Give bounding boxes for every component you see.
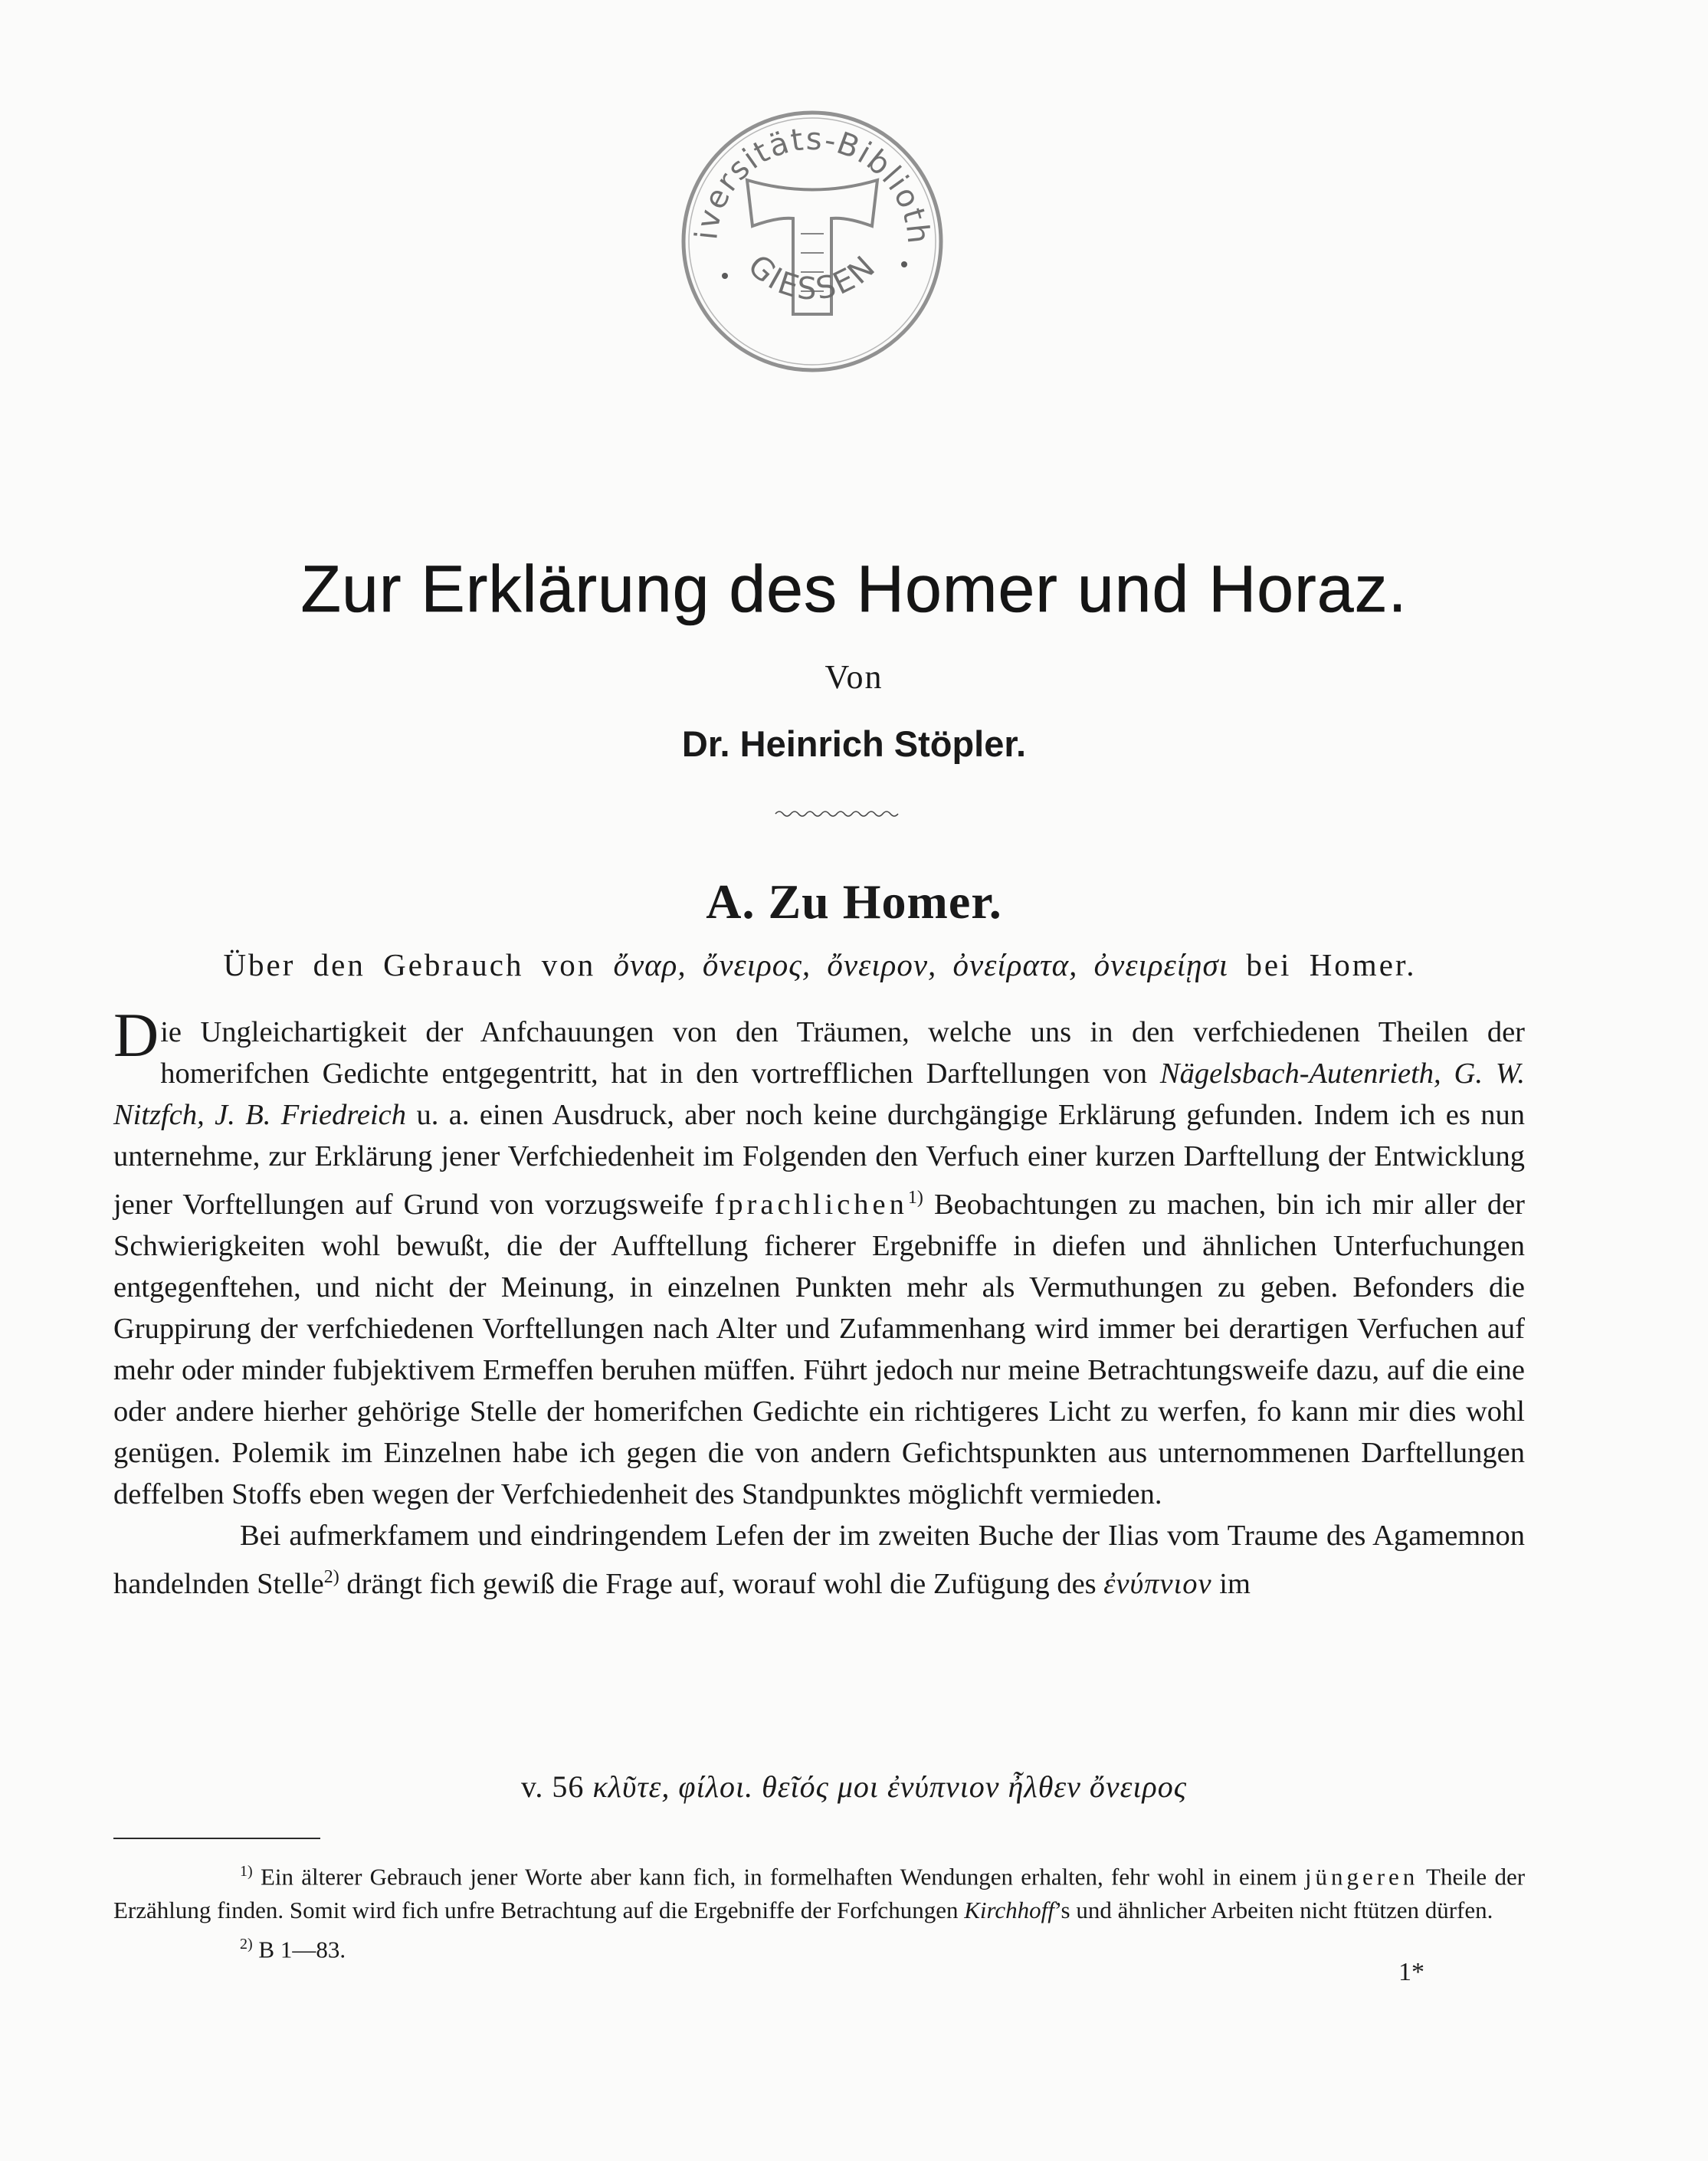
footnote-2 xyxy=(113,1927,1525,1966)
section-subheading xyxy=(111,946,1529,983)
footnote-ref-2[interactable]: 2) xyxy=(323,1566,339,1587)
library-stamp xyxy=(674,103,950,379)
subheading-prefix: Über den Gebrauch von xyxy=(223,947,596,982)
fn1-spaced: jüngeren xyxy=(1304,1863,1419,1890)
svg-text:GIESSEN xyxy=(741,248,884,307)
section-heading: A. Zu Homer. xyxy=(706,874,1002,929)
byline-von: Von xyxy=(824,658,884,696)
footnote-rule xyxy=(113,1838,320,1839)
author-name: Dr. Heinrich Stöpler. xyxy=(681,723,1027,764)
stamp-seal-icon xyxy=(674,103,950,379)
p1-text-c: Beobachtungen zu machen, bin ich mir aller der Schwierigkeiten wohl bewußt, die der Aufftellung ficherer Ergebniffe in diefen und ähnlichen Unterfuchungen entgegenftehen, und nicht der Meinung, in einzelnen Punkten mehr als Vermuthungen zu geben. Befonders die Gruppirung der verfchiedenen Vorftellungen nach Alter und Zufammenhang wird immer bei derartigen Verfuchen auf mehr oder minder fubjektivem Ermeffen beruhen müffen. Führt jedoch nur meine Betrachtungsweife dazu, auf die eine oder andere hierher gehörige Stelle der homerifchen Gedichte ein richtigeres Licht zu werfen, fo kann mir dies wohl genügen. Polemik im Einzelnen habe ich gegen die von andern Gefichtspunkten aus unternommenen Darftellungen deffelben Stoffs eben wegen der Verfchiedenheit des Standpunktes möglichft vermieden. xyxy=(113,1188,1526,1510)
page-title: Zur Erklärung des Homer und Horaz. xyxy=(300,553,1408,626)
footnote-1-mark: 1) xyxy=(240,1863,253,1880)
footnote-2-mark: 2) xyxy=(240,1936,253,1953)
p1-text-a: ie Ungleichartigkeit der Anfchauungen von den Träumen, welche uns in den verfchiedenen Theilen der homerifchen Gedichte entgegentritt, hat in den vortrefflichen Darftellungen von xyxy=(160,1016,1525,1090)
drop-cap: D xyxy=(113,1000,159,1070)
fn1-text-a: Ein älterer Gebrauch jener Worte aber kann fich, in formelhaften Wendungen erhalten, fehr wohl in einem xyxy=(260,1863,1297,1890)
verse-greek: κλῦτε, φίλοι. θεῖός μοι ἐνύπνιον ἦλθεν ὄνειρος xyxy=(592,1769,1187,1804)
footnote-ref-1[interactable]: 1) xyxy=(907,1188,923,1208)
stamp-bottom-text: GIESSEN xyxy=(741,248,884,307)
body-text xyxy=(113,1000,1526,1605)
svg-text:Universitäts-Bibliothek xyxy=(674,103,936,247)
wavy-ornament-icon xyxy=(774,808,900,819)
fn1-text-c: ’s und ähnlicher Arbeiten nicht ftützen dürfen. xyxy=(1054,1897,1493,1924)
subheading-greek: ὄναρ, ὄνειρος, ὄνειρον, ὀνείρατα, ὀνειρείῃσι xyxy=(613,947,1229,982)
footnote-1 xyxy=(113,1854,1525,1927)
p2-text-a: Bei aufmerkfamem und eindringendem Lefen der im zweiten Buche der Ilias vom Traume des Agamemnon handelnden Stelle xyxy=(113,1519,1525,1600)
fn2-text: B 1—83. xyxy=(258,1936,346,1963)
p1-text-b: u. a. einen Ausdruck, aber noch keine durchgängige Erklärung gefunden. Indem ich es nun unternehme, zur Erklärung jener Verfchiedenheit im Folgenden den Verfuch einer kurzen Darftellung der Entwicklung jener Vorftellungen auf Grund von vorzugsweife xyxy=(113,1099,1525,1221)
stamp-top-text: iversitäts-Biblioth xyxy=(689,121,936,247)
page-number: 1* xyxy=(1398,1958,1424,1986)
p2-text-b: drängt fich gewiß die Frage auf, worauf wohl die Zufügung des xyxy=(346,1567,1097,1600)
paragraph-1 xyxy=(113,1000,1526,1515)
p1-author-names: Nägelsbach-Autenrieth, G. W. Nitzfch, J. B. Friedreich xyxy=(113,1058,1526,1131)
p2-greek: ἐνύπνιον xyxy=(1103,1567,1212,1600)
verse-label: v. 56 xyxy=(521,1769,585,1804)
p1-spaced-word: fprachlichen xyxy=(714,1188,908,1221)
footnotes xyxy=(113,1854,1525,1967)
p2-text-c: im xyxy=(1219,1567,1251,1600)
verse-quote xyxy=(0,1769,1708,1805)
subheading-suffix: bei Homer. xyxy=(1246,947,1417,982)
fn1-text-b: Theile der Erzählung finden. Somit wird fich unfre Betrachtung auf die Ergebniffe der Forfchungen xyxy=(113,1863,1526,1924)
paragraph-2 xyxy=(113,1515,1525,1605)
fn1-name: Kirchhoff xyxy=(964,1897,1054,1924)
